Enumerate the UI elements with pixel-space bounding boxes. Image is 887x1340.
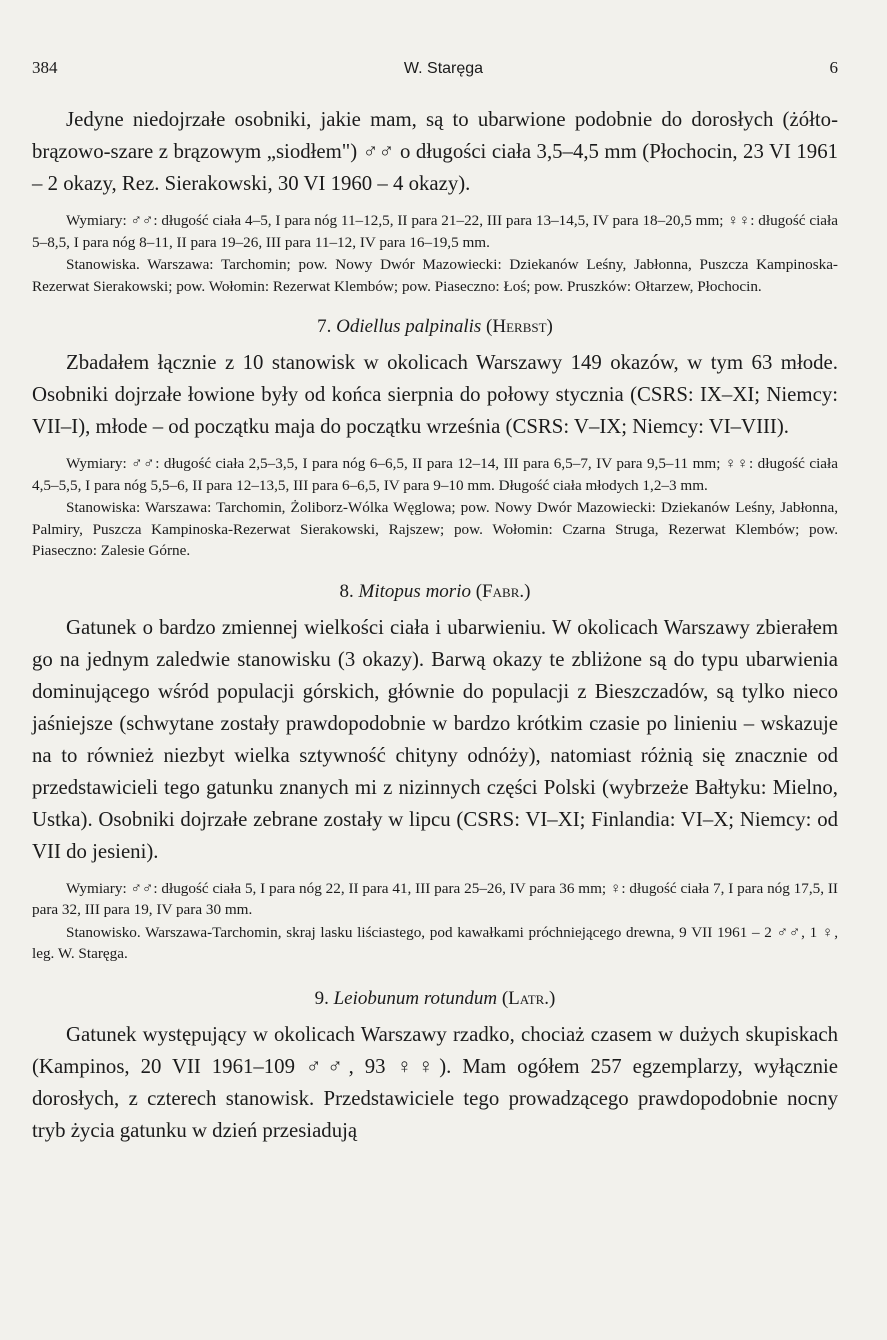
localities-paragraph: Stanowisko. Warszawa-Tarchomin, skraj lasku liściastego, pod kawałkami próchniejącego drewna, 9 VII 1961 – 2 ♂♂, 1 ♀, leg. W. Staręga. [32, 923, 838, 962]
section-heading [32, 315, 838, 339]
species-author: (Herbst) [486, 316, 553, 337]
section-heading [32, 987, 838, 1011]
localities-paragraph: Stanowiska: Warszawa: Tarchomin, Żoliborz-Wólka Węglowa; pow. Nowy Dwór Mazowiecki: Dziekanów Leśny, Jabłonna, Palmiry, Puszcza Kampinoska-Rezerwat Sierakowski, Rajszew; pow. Wołomin: Czarna Struga, Rezerwat Klembów; pow. Piaseczno: Zalesie Górne. [32, 499, 838, 559]
measurements-paragraph: Wymiary: ♂♂: długość ciała 5, I para nóg 22, II para 41, III para 25–26, IV para 36 mm; ♀: długość ciała 7, I para nóg 17,5, II para 32, III para 19, IV para 30 mm. [32, 879, 838, 918]
section-heading [32, 580, 838, 604]
body-paragraph: Gatunek o bardzo zmiennej wielkości ciała i ubarwieniu. W okolicach Warszawy zbierałem go na jednym zaledwie stanowisku (3 okazy). Barwą okazy te zbliżone są do typu ubarwienia dominującego wśród populacji górskich, głównie do populacji z Bieszczadów, są tylko nieco jaśniejsze (schwytane zostały prawdopodobnie w bardzo krótkim czasie po linieniu – wskazuje na to również niezbyt wielka sztywność chityny odnóży), natomiast różnią się znacznie od przedstawicieli tego gatunku znanych mi z nizinnych części Polski (wybrzeże Bałtyku: Mielno, Ustka). Osobniki dojrzałe zebrane zostały w lipcu (CSRS: VI–XI; Finlandia: VI–X; Niemcy: od VII do jesieni). [32, 615, 838, 863]
measurements-paragraph: Wymiary: ♂♂: długość ciała 2,5–3,5, I para nóg 6–6,5, II para 12–14, III para 6,5–7, IV para 9,5–11 mm; ♀♀: długość ciała 4,5–5,5, I para nóg 5,5–6, II para 12–13,5, III para 6–6,5, IV para 9–10 mm. Długość ciała młodych 1,2–3 mm. [32, 455, 838, 494]
species-name: Mitopus morio [358, 580, 471, 602]
species-name: Leiobunum rotundum [333, 987, 498, 1009]
body-paragraph: Jedyne niedojrzałe osobniki, jakie mam, są to ubarwione podobnie do dorosłych (żółto-brązowo-szare z brązowym „siodłem") ♂♂ o długości ciała 3,5–4,5 mm (Płochocin, 23 VI 1961 – 2 okazy, Rez. Sierakowski, 30 VI 1960 – 4 okazy). [32, 108, 838, 195]
section-number: 9. [314, 987, 329, 1009]
running-author: W. Staręga [403, 60, 484, 77]
measurements-paragraph: Wymiary: ♂♂: długość ciała 4–5, I para nóg 11–12,5, II para 21–22, III para 13–14,5, IV para 18–20,5 mm; ♀♀: długość ciała 5–8,5, I para nóg 8–11, II para 19–26, III para 11–12, IV para 16–19,5 mm. [32, 212, 838, 251]
body-paragraph: Gatunek występujący w okolicach Warszawy rzadko, chociaż czasem w dużych skupiskach (Kampinos, 20 VII 1961–109 ♂♂, 93 ♀♀). Mam ogółem 257 egzemplarzy, wyłącznie dorosłych, z czterech stanowisk. Przedstawiciele tego prowadzącego prawdopodobnie nocny tryb życia gatunku w dzień przesiadują [32, 1022, 838, 1142]
localities-paragraph: Stanowiska. Warszawa: Tarchomin; pow. Nowy Dwór Mazowiecki: Dziekanów Leśny, Jabłonna, Puszcza Kampinoska-Rezerwat Sierakowski; pow. Wołomin: Rezerwat Klembów; pow. Piaseczno: Łoś; pow. Pruszków: Ołtarzew, Płochocin. [32, 256, 838, 295]
journal-page [32, 58, 838, 1147]
species-author: (Fabr.) [475, 580, 531, 602]
section-number: 8. [339, 580, 354, 602]
section-number: 7. [317, 316, 332, 337]
issue-number: 6 [829, 58, 838, 77]
species-author: (Latr.) [501, 987, 556, 1009]
running-header [32, 58, 838, 78]
page-number: 384 [32, 58, 58, 77]
species-name: Odiellus palpinalis [336, 316, 482, 337]
body-paragraph: Zbadałem łącznie z 10 stanowisk w okolicach Warszawy 149 okazów, w tym 63 młode. Osobniki dojrzałe łowione były od końca sierpnia do połowy stycznia (CSRS: IX–XI; Niemcy: VII–I), młode – od początku maja do początku września (CSRS: V–IX; Niemcy: VI–VIII). [32, 351, 838, 438]
